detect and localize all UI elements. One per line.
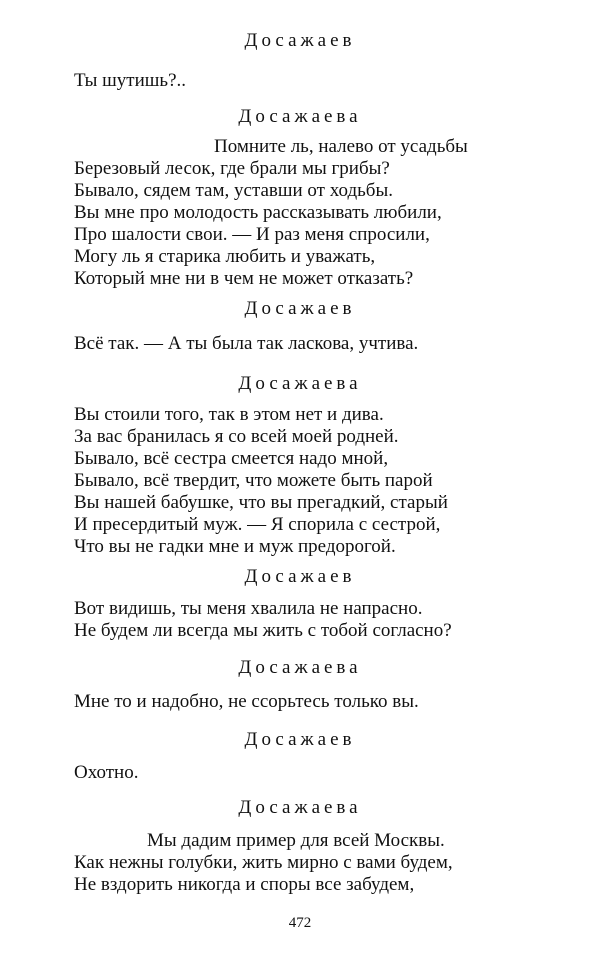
verse-line: Как нежны голубки, жить мирно с вами будем,	[74, 852, 453, 873]
verse-line: Могу ль я старика любить и уважать,	[74, 246, 376, 267]
verse-line: Не вздорить никогда и споры все забудем,	[74, 874, 415, 895]
verse-line: Который мне ни в чем не может отказать?	[74, 268, 414, 289]
verse-line: Вот видишь, ты меня хвалила не напрасно.	[74, 598, 423, 619]
verse-line: Бывало, всё сестра смеется надо мной,	[74, 448, 389, 469]
speaker-name: Досажаева	[238, 657, 362, 678]
speaker-name: Досажаев	[244, 30, 356, 51]
verse-line: Всё так. — А ты была так ласкова, учтива.	[74, 333, 419, 354]
verse-line: Бывало, сядем там, уставши от ходьбы.	[74, 180, 393, 201]
speaker-name: Досажаева	[238, 797, 362, 818]
speaker-name: Досажаева	[238, 373, 362, 394]
verse-line: Мне то и надобно, не ссорьтесь только вы.	[74, 691, 419, 712]
verse-line: Ты шутишь?..	[74, 70, 187, 91]
speaker-name: Досажаева	[238, 106, 362, 127]
verse-line: Березовый лесок, где брали мы грибы?	[74, 158, 390, 179]
verse-line: Охотно.	[74, 762, 139, 783]
verse-line: За вас бранилась я со всей моей родней.	[74, 426, 399, 447]
speaker-name: Досажаев	[244, 729, 356, 750]
verse-line: Вы мне про молодость рассказывать любили,	[74, 202, 442, 223]
speaker-name: Досажаев	[244, 566, 356, 587]
speaker-name: Досажаев	[244, 298, 356, 319]
page-number: 472	[288, 915, 312, 931]
verse-line: И пресердитый муж. — Я спорила с сестрой,	[74, 514, 441, 535]
verse-line: Мы дадим пример для всей Москвы.	[147, 830, 445, 851]
verse-line: Помните ль, налево от усадьбы	[214, 136, 468, 157]
verse-line: Про шалости свои. — И раз меня спросили,	[74, 224, 430, 245]
verse-line: Что вы не гадки мне и муж предорогой.	[74, 536, 396, 557]
verse-line: Не будем ли всегда мы жить с тобой согласно?	[74, 620, 452, 641]
verse-line: Бывало, всё твердит, что можете быть парой	[74, 470, 433, 491]
verse-line: Вы стоили того, так в этом нет и дива.	[74, 404, 384, 425]
verse-line: Вы нашей бабушке, что вы прегадкий, старый	[74, 492, 448, 513]
